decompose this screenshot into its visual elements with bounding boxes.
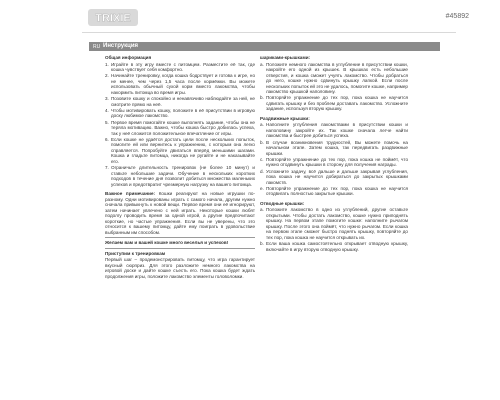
item-number: 1. (105, 61, 109, 67)
item-letter: a. (260, 122, 264, 128)
wish-text: Желаем вам и вашей кошке много веселья и успехов! (105, 240, 229, 246)
list-item (260, 62, 408, 95)
list-item (105, 137, 255, 165)
item-text: Повторяйте упражнение до тех пор, пока кошка не научится отодвигать полностью закрытые крышки. (266, 185, 408, 197)
list-item (260, 157, 408, 168)
item-text: Усложните задачу, всё дальше и дальше закрывая углубления, пока кошка не научится добираться до закрытых крышками лакомств. (266, 168, 408, 185)
header-divider (82, 32, 456, 33)
list-item (105, 108, 255, 119)
item-text: Играйте в эту игру вместе с питомцем. Разместите её так, где кошка чувствует себя комфортно. (111, 61, 255, 72)
brand-text: TRIXIE (95, 12, 131, 25)
divider (105, 248, 255, 249)
item-text: Чтобы мотивировать кошку, положите в её присутствии в игровую доску любимое лакомство. (111, 107, 255, 119)
item-letter: c. (260, 156, 264, 162)
section-title: Инструкция (103, 43, 139, 49)
language-code: RU (93, 44, 101, 50)
list-item (105, 120, 255, 137)
item-number: 2. (105, 73, 109, 79)
list-item (260, 95, 408, 112)
item-letter: a. (260, 207, 264, 213)
item-text: Позовите кошку и спокойно и ненавязчиво наблюдайте за ней, не смотрите прямо на неё. (111, 96, 255, 107)
item-text: Повторяйте упражнение до тех пор, пока кошка не научится сдвигать крышку и без проблем доставать лакомство. Усложните задание, используя вторую крышку. (266, 95, 408, 112)
list-item (260, 186, 408, 197)
open-lids-heading: Отводные крышки: (260, 200, 305, 206)
item-letter: d. (260, 168, 264, 174)
list-item (260, 207, 408, 240)
item-number: 3. (105, 96, 109, 102)
item-text: Положите немного лакомства в углубление в присутствии кошки, накройте его одной из крышек. В крышках есть небольшие отверстия, и кошка сможет учуять лакомство. Чтобы добраться до него, кошке нужно сдвинуть крышку лапкой. Если после нескольких попыток ей это не удалось, помогите кошке, например лакомство крышкой наполовину. (266, 61, 408, 94)
list-item (260, 169, 408, 186)
general-info-heading: Общая информация (105, 55, 152, 60)
section-header-bar (89, 42, 440, 51)
item-text: Положите лакомство в одно из углублений, другие оставьте открытыми. Чтобы достать лакомство, кошке нужно приподнять крышку. На первом этапе помогите кошке: наполните рычагом крышку. После этого она поймёт, что нужно рычагом. Если кошка на первом этапе сможет быстро поднять крышку, повторяйте до тех пор, пока кошка не научится открывать их. (266, 207, 408, 240)
item-text: Если ваша кошка самостоятельно открывает отводную крышку, включайте в игру вторую отводную крышку. (266, 241, 408, 252)
list-item (105, 62, 255, 73)
item-text: Начинайте тренировку, когда кошка бодрствует и готова к игре, но не менее, чем через 1,5 часа после кормёжки. Вы можете использовать обычный сухой корм вместо лакомства, чтобы накормить питомца во время игры. (111, 73, 255, 95)
trixie-logo (88, 9, 138, 26)
list-item (105, 96, 255, 107)
article-number: #45892 (445, 13, 469, 20)
balls-heading: шариками-крышками: (260, 55, 311, 60)
note-text: Кошки реагируют на новые игрушки по-разному. Одни мотивированы играть с самого начала, другим нужно сначала привыкнуть к новой вещи. Первое время они её игнорируют, затем начинает увлечено с ней играть. Некоторые кошки любят подолгу проводить время за одной игрой, а другие предпочитают короткие, но частые упражнения. Если вы не уверены, что это относится к вашему питомцу, дайте ему поиграть в удовольствие выбранным им способом. (105, 191, 255, 235)
item-text: В случае возникновения трудностей, Вы можете помочь на начальном этапе. Затем кошка, так передвигать раздвижные крышки. (266, 139, 408, 156)
list-item (260, 140, 408, 157)
item-letter: b. (260, 95, 264, 101)
note-label: Важное примечание: (105, 191, 156, 197)
list-item (105, 165, 255, 187)
item-text: Наполните углубления лакомствами в присутствии кошки и наполовину закройте их. Так кошке сначала легче найти лакомства и быстрее добиться успеха. (266, 122, 408, 139)
list-item (260, 241, 408, 252)
item-letter: b. (260, 139, 264, 145)
item-number: 6. (105, 136, 109, 142)
right-column (260, 55, 408, 253)
intro-heading: Приступим к тренировкам (105, 250, 166, 256)
divider (105, 237, 255, 238)
item-number: 5. (105, 119, 109, 125)
item-text: Первое время помогайте кошке выполнять задание, чтобы она не теряла мотивацию. Важно, чтобы кошка быстро добилась успеха, так у неё сложится положительное впечатление от игры. (111, 119, 255, 136)
list-item (260, 122, 408, 139)
item-text: Если кошке не удаётся достать цели после нескольких попыток, помогите ей или вернитесь к упражнению, с которым она легко справляется. Попробуйте двигаться вперёд меньшими шагами. Кошка и гладьте питомца, никогда не ругайте и не наказывайте его. (111, 136, 255, 164)
slide-lids-heading: Раздвижные крышки: (260, 115, 310, 121)
item-number: 4. (105, 107, 109, 113)
item-text: Ограничьте длительность тренировок (не более 10 минут) и ставьте небольшие задачи. Обучение в нескольких коротких подходов в течение дня позволит добиться множества маленьких успехов и предотвратит чрезмерную нагрузку на вашего питомца. (111, 165, 255, 187)
item-letter: b. (260, 241, 264, 247)
item-letter: e. (260, 185, 264, 191)
left-column (105, 55, 255, 281)
item-number: 7. (105, 165, 109, 171)
item-text: Повторяйте упражнение до тех пор, пока кошка не поймёт, что нужно отодвинуть крышки в сторону для получения награды. (266, 156, 408, 168)
item-letter: a. (260, 61, 264, 67)
important-note (105, 191, 255, 235)
list-item (105, 73, 255, 95)
intro-text: Первый шаг – продемонстрировать питомцу, что игра гарантирует вкусный сюрприз. Для этого разложите немного лакомства на игровой доске и дайте кошке съесть его. Пока кошка будет ждать продолжения игры, положите лакомство элементы головоломки. (105, 257, 255, 279)
